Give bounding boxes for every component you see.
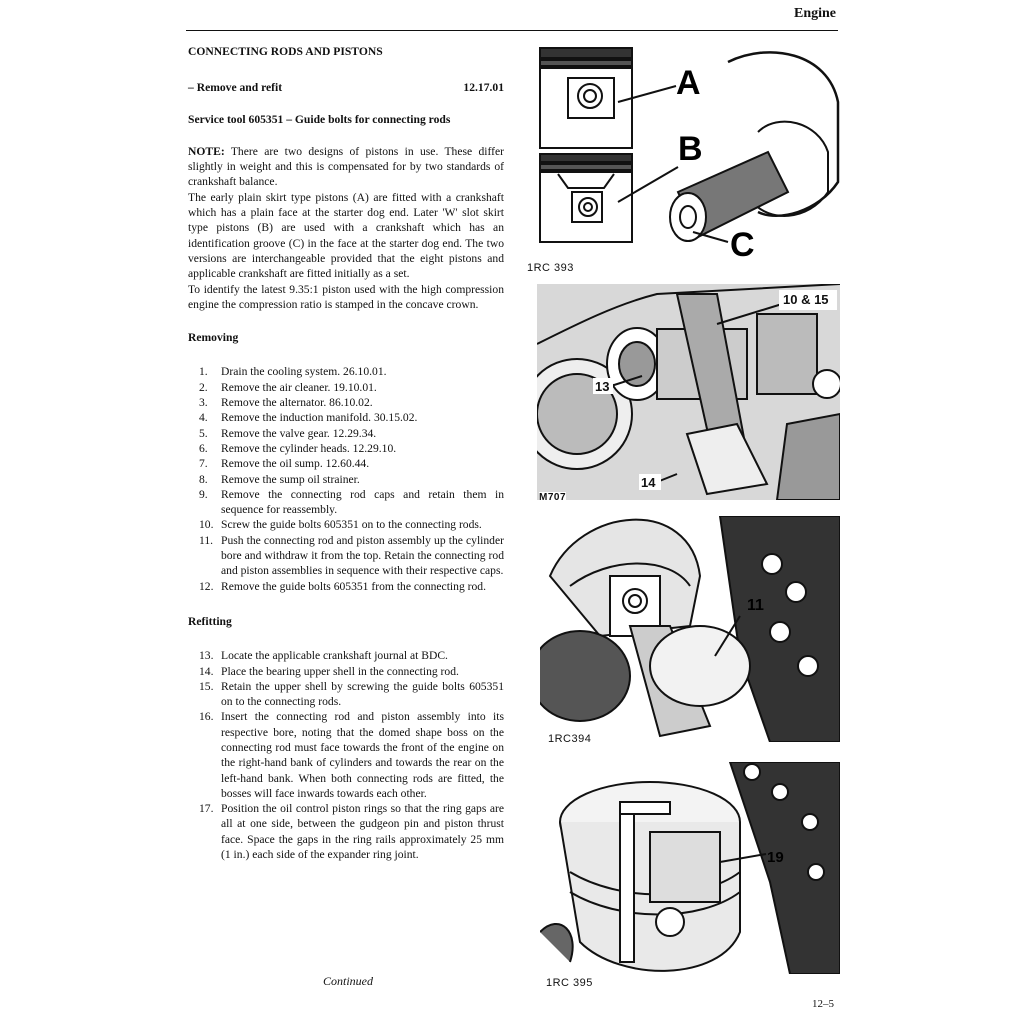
figure-pistons-crankshaft — [528, 42, 840, 264]
step-number: 2. — [199, 380, 208, 394]
step-number: 13. — [199, 649, 214, 663]
step-item — [188, 410, 504, 425]
operation-code: 12.17.01 — [463, 81, 504, 95]
step-item — [188, 664, 504, 679]
step-text: Remove the guide bolts 605351 from the connecting rod. — [221, 579, 486, 593]
step-item — [188, 679, 504, 710]
refitting-heading: Refitting — [188, 614, 232, 628]
page-title: CONNECTING RODS AND PISTONS — [188, 45, 383, 58]
step-number: 12. — [199, 579, 214, 593]
step-text: Remove the sump oil strainer. — [221, 472, 360, 486]
step-item — [188, 533, 504, 579]
step-item — [188, 472, 504, 487]
step-text: Remove the air cleaner. 19.10.01. — [221, 380, 377, 394]
text-column — [188, 40, 504, 862]
step-number: 15. — [199, 679, 214, 693]
label-c: C — [730, 226, 755, 264]
step-number: 9. — [199, 487, 208, 501]
step-text: Remove the alternator. 86.10.02. — [221, 396, 373, 410]
step-text: Position the oil control piston rings so that the ring gaps are all at one side, between the gudgeon pin and piston thrust face. Space the gaps in the ring rails approximately 25 mm (1 in.) each side of the expander ring joint. — [221, 802, 504, 862]
step-item — [188, 579, 504, 594]
step-item — [188, 364, 504, 379]
label-19: 19 — [767, 849, 784, 866]
note-paragraph-3: To identify the latest 9.35:1 piston used with the high compression engine the compression ratio is stamped in the concave crown. — [188, 282, 504, 311]
step-number: 17. — [199, 802, 214, 816]
step-number: 3. — [199, 396, 208, 410]
note-paragraph-1: There are two designs of pistons in use. These differ slightly in weight and this is compensated for by two standards of crankshaft balance. — [188, 144, 504, 189]
label-14: 14 — [641, 475, 656, 490]
step-item — [188, 648, 504, 663]
piston-withdraw-drawing — [540, 516, 840, 742]
label-b: B — [678, 130, 703, 168]
figure-piston-withdraw — [540, 516, 840, 742]
step-item — [188, 456, 504, 471]
step-number: 8. — [199, 472, 208, 486]
step-number: 7. — [199, 457, 208, 471]
step-item — [188, 426, 504, 441]
operation-name: – Remove and refit — [188, 81, 283, 95]
note-block — [188, 144, 504, 312]
section-header: Engine — [793, 6, 836, 21]
label-a: A — [676, 64, 701, 102]
figure-2-caption: M707 — [539, 492, 567, 503]
step-text: Remove the induction manifold. 30.15.02. — [221, 411, 418, 425]
step-number: 6. — [199, 441, 208, 455]
refitting-steps — [188, 648, 504, 862]
continued-note: Continued — [323, 974, 373, 988]
ring-compressor-drawing — [540, 762, 840, 974]
label-11: 11 — [747, 597, 764, 614]
step-text: Push the connecting rod and piston assembly up the cylinder bore and withdraw it from the top. Retain the connecting rod and piston assemblies in sequence with their respective caps. — [221, 533, 504, 578]
service-tool: Service tool 605351 – Guide bolts for connecting rods — [188, 112, 451, 126]
step-number: 16. — [199, 710, 214, 724]
figure-1-caption: 1RC 393 — [527, 262, 574, 274]
step-item — [188, 709, 504, 801]
removing-heading: Removing — [188, 331, 239, 345]
figure-3-caption: 1RC394 — [548, 733, 592, 745]
step-number: 10. — [199, 518, 214, 532]
operation-line — [188, 80, 504, 95]
step-item — [188, 395, 504, 410]
step-text: Insert the connecting rod and piston assembly into its respective bore, noting that the domed shape boss on the connecting rod must face towards the front of the engine on the right-hand bank of cylinders and towards the rear on the left-hand bank. When both connecting rods are fitted, the bosses will face inwards towards each other. — [221, 710, 504, 800]
note-paragraph-2: The early plain skirt type pistons (A) are fitted with a crankshaft which has a plain face at the starter dog end. Later 'W' slot skirt type pistons (B) are used with a crankshaft which has an identification groove (C) in the face at the starter dog end. The two versions are interchangeable provided that the eight pistons and applicable crankshaft are fitted initially as a set. — [188, 190, 504, 281]
step-text: Retain the upper shell by screwing the guide bolts 605351 on to the connecting rods. — [221, 679, 504, 709]
step-number: 4. — [199, 411, 208, 425]
figure-ring-compressor — [540, 762, 840, 974]
step-item — [188, 801, 504, 862]
figure-rod-in-block — [537, 284, 840, 500]
step-text: Place the bearing upper shell in the connecting rod. — [221, 664, 459, 678]
step-text: Screw the guide bolts 605351 on to the connecting rods. — [221, 518, 482, 532]
step-number: 1. — [199, 365, 208, 379]
removing-steps — [188, 364, 504, 593]
rod-block-drawing — [537, 284, 840, 500]
step-item — [188, 441, 504, 456]
step-text: Remove the cylinder heads. 12.29.10. — [221, 441, 397, 455]
figure-4-caption: 1RC 395 — [546, 977, 593, 989]
pistons-crankshaft-drawing — [528, 42, 840, 264]
page-number: 12–5 — [812, 998, 834, 1010]
note-label: NOTE: — [188, 144, 225, 158]
step-number: 14. — [199, 664, 214, 678]
label-13: 13 — [595, 379, 610, 394]
step-item — [188, 380, 504, 395]
step-number: 5. — [199, 426, 208, 440]
step-item — [188, 517, 504, 532]
step-text: Remove the connecting rod caps and retain them in sequence for reassembly. — [221, 487, 504, 517]
step-item — [188, 487, 504, 518]
step-number: 11. — [199, 533, 214, 547]
step-text: Locate the applicable crankshaft journal at BDC. — [221, 649, 448, 663]
label-10-15: 10 & 15 — [783, 292, 829, 307]
header-rule — [186, 30, 838, 31]
step-text: Remove the oil sump. 12.60.44. — [221, 457, 370, 471]
step-text: Drain the cooling system. 26.10.01. — [221, 365, 387, 379]
step-text: Remove the valve gear. 12.29.34. — [221, 426, 377, 440]
